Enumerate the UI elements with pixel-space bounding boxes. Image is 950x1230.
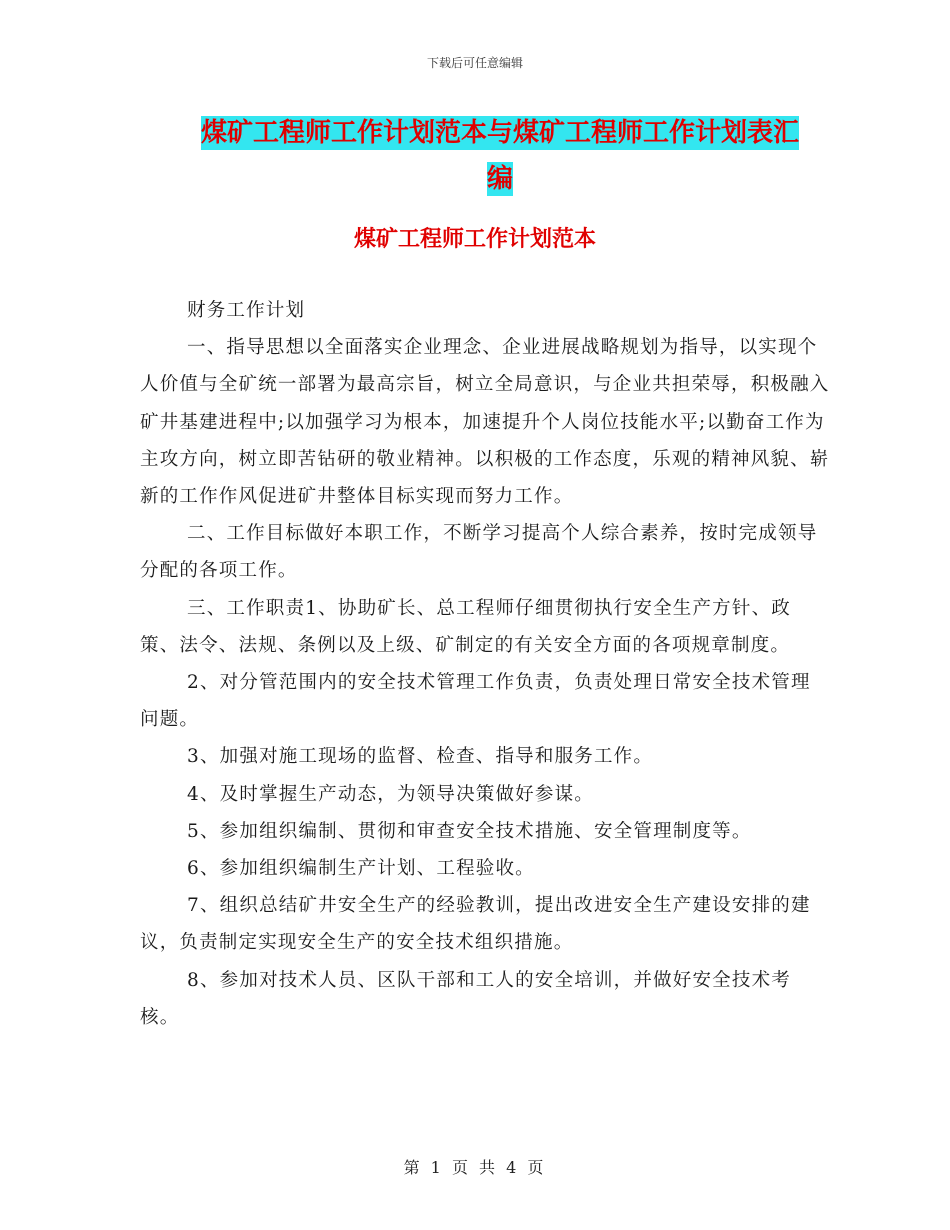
paragraph: 3、加强对施工现场的监督、检查、指导和服务工作。 bbox=[187, 746, 654, 768]
document-title-line2: 编 bbox=[486, 164, 513, 194]
document-title-line1: 煤矿工程师工作计划范本与煤矿工程师工作计划表汇 bbox=[200, 118, 799, 148]
document-title bbox=[190, 110, 810, 202]
paragraph: 2、对分管范围内的安全技术管理工作负责，负责处理日常安全技术管理问题。 bbox=[140, 672, 811, 731]
paragraph: 4、及时掌握生产动态，为领导决策做好参谋。 bbox=[187, 783, 594, 805]
paragraph: 一、指导思想以全面落实企业理念、企业进展战略规划为指导，以实现个人价值与全矿统一部署为最高宗旨，树立全局意识，与企业共担荣辱，积极融入矿井基建进程中;以加强学习为根本，加速提升个人岗位技能水平;以勤奋工作为主攻方向，树立即苦钻研的敬业精神。以积极的工作态度，乐观的精神风貌、崭新的工作作风促进矿井整体目标实现而努力工作。 bbox=[140, 337, 830, 508]
section-title: 煤矿工程师工作计划范本 bbox=[353, 227, 596, 252]
paragraph: 7、组织总结矿井安全生产的经验教训，提出改进安全生产建设安排的建议，负责制定实现安全生产的安全技术组织措施。 bbox=[140, 895, 811, 954]
paragraph: 6、参加组织编制生产计划、工程验收。 bbox=[187, 858, 535, 880]
paragraph: 三、工作职责1、协助矿长、总工程师仔细贯彻执行安全生产方针、政策、法令、法规、条例以及上级、矿制定的有关安全方面的各项规章制度。 bbox=[140, 597, 791, 656]
paragraph: 二、工作目标做好本职工作，不断学习提高个人综合素养，按时完成领导分配的各项工作。 bbox=[140, 523, 818, 582]
paragraph: 8、参加对技术人员、区队干部和工人的安全培训，并做好安全技术考核。 bbox=[140, 969, 791, 1028]
paragraph: 5、参加组织编制、贯彻和审查安全技术措施、安全管理制度等。 bbox=[187, 820, 752, 842]
header-note: 下载后可任意编辑 bbox=[426, 56, 523, 70]
page-footer: 第 1 页 共 4 页 bbox=[403, 1158, 547, 1177]
document-body bbox=[140, 292, 830, 1036]
paragraph: 财务工作计划 bbox=[187, 300, 306, 321]
